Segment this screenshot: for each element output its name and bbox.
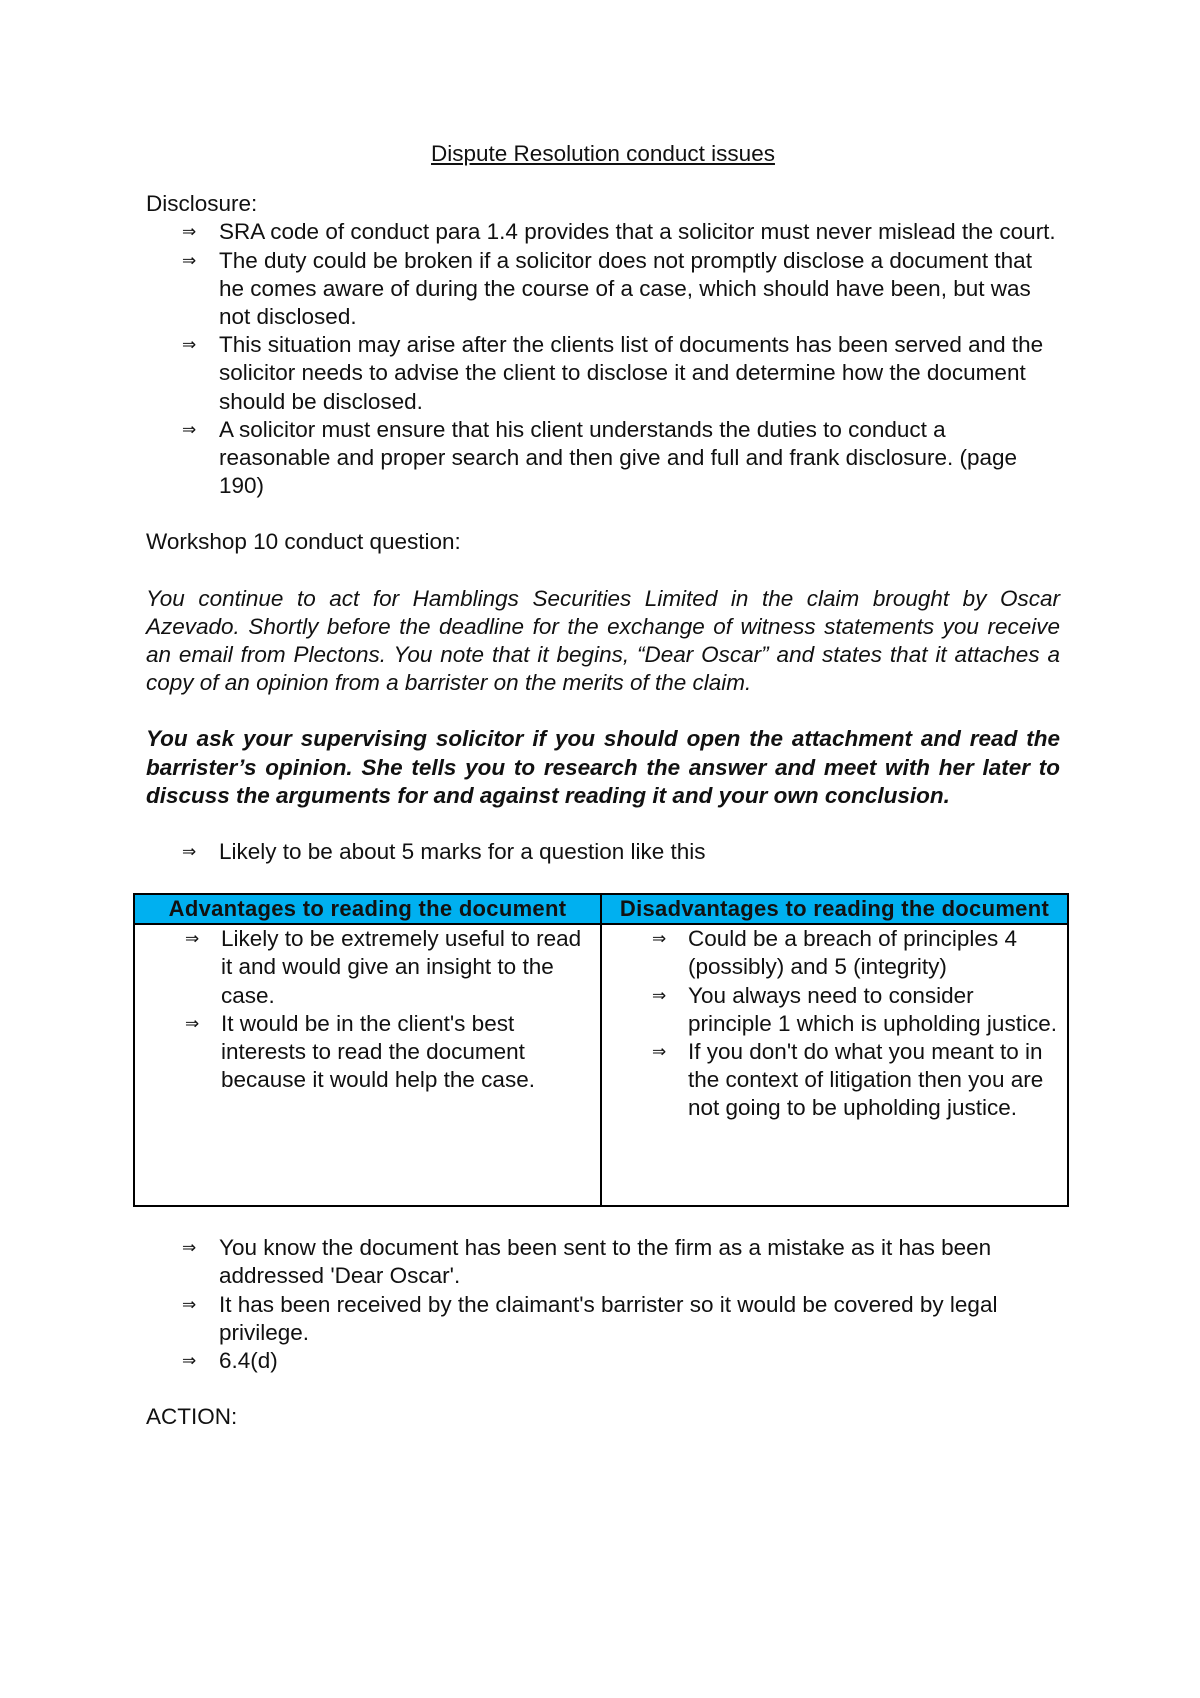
list-item: ⇒ This situation may arise after the clients list of documents has been served and the solicitor needs to advise the client to disclose it and determine how the document should be disclosed.: [182, 332, 1044, 414]
arrow-icon: ⇒: [182, 1294, 197, 1315]
disclosure-heading: Disclosure:: [146, 191, 258, 217]
scenario-paragraph: You continue to act for Hamblings Securities Limited in the claim brought by Oscar Azevado. Shortly before the deadline for the exchange of witness statements you receive an email from Plectons. You note that it begins, “Dear Oscar” and states that it attaches a copy of an opinion from a barrister on the merits of the claim.: [146, 585, 1060, 696]
arrow-icon: ⇒: [182, 842, 197, 863]
arrow-icon: ⇒: [182, 1351, 197, 1372]
list-item: ⇒ A solicitor must ensure that his client understands the duties to conduct a reasonable and proper search and then give and full and frank disclosure. (page 190): [182, 416, 1018, 499]
list-item: ⇒ SRA code of conduct para 1.4 provides that a solicitor must never mislead the court.: [146, 218, 1060, 246]
list-item: ⇒ You know the document has been sent to the firm as a mistake as it has been addressed 'Dear Oscar'.: [182, 1235, 992, 1289]
list-item: ⇒ You always need to consider principle 1 which is upholding justice.: [652, 982, 1057, 1036]
disclosure-list: [146, 218, 1060, 500]
arrow-icon: ⇒: [182, 250, 197, 271]
arrow-icon: ⇒: [185, 929, 200, 950]
list-item: ⇒ Could be a breach of principles 4 (possibly) and 5 (integrity): [652, 926, 1017, 980]
arrow-icon: ⇒: [182, 335, 197, 356]
arrow-icon: ⇒: [182, 222, 197, 243]
after-table-list: [146, 1234, 1060, 1375]
arrow-icon: ⇒: [185, 1013, 200, 1034]
action-heading: ACTION:: [146, 1404, 238, 1430]
question-paragraph: You ask your supervising solicitor if you should open the attachment and read the barrister’s opinion. She tells you to research the answer and meet with her later to discuss the arguments for and against reading it and your own conclusion.: [146, 726, 1060, 808]
list-item: ⇒ If you don't do what you meant to in the context of litigation then you are not going to be upholding justice.: [652, 1039, 1044, 1121]
document-page: [146, 140, 1060, 1431]
marks-note-list: [146, 838, 1060, 866]
arrow-icon: ⇒: [652, 1042, 667, 1063]
list-item: ⇒ Likely to be about 5 marks for a question like this: [146, 838, 1060, 866]
arrow-icon: ⇒: [182, 419, 197, 440]
list-item: ⇒ 6.4(d): [146, 1347, 1060, 1375]
arrow-icon: ⇒: [652, 929, 667, 950]
disadvantages-cell: [601, 924, 1068, 1206]
disadvantages-header: Disadvantages to reading the document: [601, 894, 1068, 924]
page-title: Dispute Resolution conduct issues: [431, 141, 775, 166]
list-item: ⇒ Likely to be extremely useful to read it and would give an insight to the case.: [185, 926, 582, 1008]
arrow-icon: ⇒: [182, 1238, 197, 1259]
advantages-header: Advantages to reading the document: [134, 894, 601, 924]
list-item: ⇒ The duty could be broken if a solicitor does not promptly disclose a document that he comes aware of during the course of a case, which should have been, but was not disclosed.: [182, 247, 1032, 330]
advantages-disadvantages-table: [133, 893, 1069, 1207]
list-item: ⇒ It has been received by the claimant's barrister so it would be covered by legal privilege.: [182, 1291, 998, 1345]
arrow-icon: ⇒: [652, 985, 667, 1006]
workshop-heading: Workshop 10 conduct question:: [146, 529, 461, 555]
advantages-cell: [134, 924, 601, 1206]
list-item: ⇒ It would be in the client's best interests to read the document because it would help the case.: [185, 1010, 535, 1093]
